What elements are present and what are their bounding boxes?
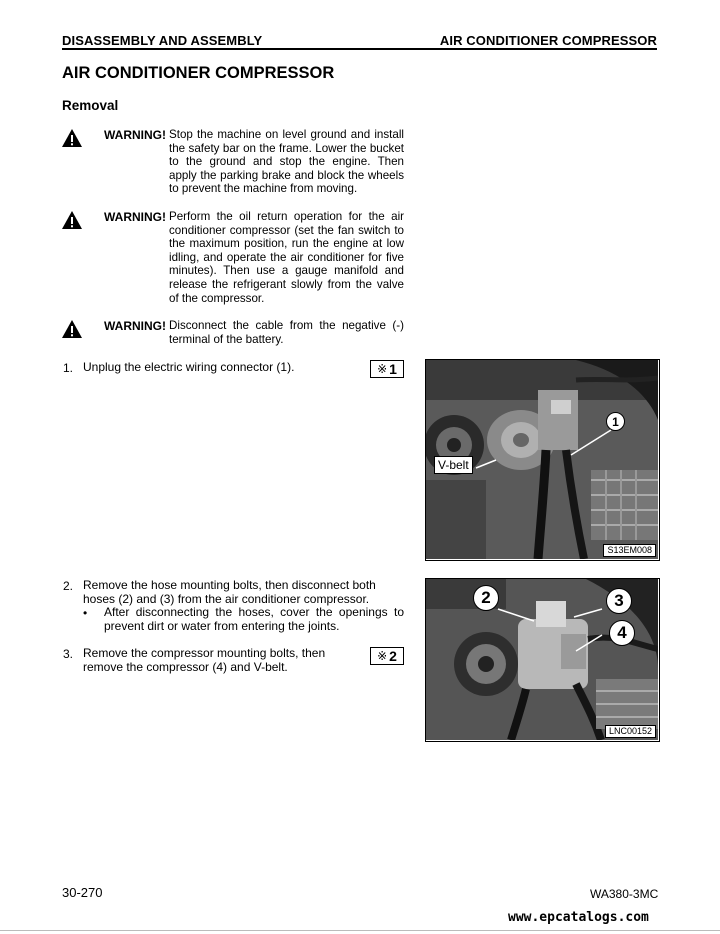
warning-triangle-icon [61, 319, 83, 339]
step-number: 1. [63, 361, 74, 375]
bottom-divider [0, 930, 720, 931]
header-topic-title: AIR CONDITIONER COMPRESSOR [439, 33, 657, 48]
page-number: 30-270 [62, 885, 103, 900]
reference-mark-box [370, 360, 404, 378]
photo-code: S13EM008 [603, 544, 656, 557]
callout-3: 3 [606, 588, 632, 614]
step-number: 3. [63, 647, 74, 661]
reference-mark-box [370, 647, 404, 665]
reference-number: 1 [389, 361, 397, 377]
v-belt-label: V-belt [434, 456, 473, 474]
section-heading: Removal [62, 98, 119, 113]
step-text: Unplug the electric wiring connector (1). [83, 360, 295, 374]
warning-text: Perform the oil return operation for the air conditioner compressor (set the fan switch to the maximum position, run the engine at low idling, and operate the air conditioner for five minutes). Then use a gauge manifold and release the refrigerant slowly from the valve of the compressor. [169, 210, 404, 305]
warning-triangle-icon [61, 210, 83, 230]
warning-label: WARNING! [104, 128, 166, 142]
page-title: AIR CONDITIONER COMPRESSOR [62, 64, 335, 82]
callout-4: 4 [609, 620, 635, 646]
callout-1: 1 [606, 412, 625, 431]
warning-text: Disconnect the cable from the negative (-) terminal of the battery. [169, 319, 404, 346]
warning-label: WARNING! [104, 210, 166, 224]
warning-text: Stop the machine on level ground and install the safety bar on the frame. Lower the bucket to the ground and stop the engine. Then apply the parking brake and block the wheels to prevent the machine from moving. [169, 128, 404, 196]
photo-code: LNC00152 [605, 725, 656, 738]
reference-number: 2 [389, 648, 397, 664]
step-text: Remove the compressor mounting bolts, then remove the compressor (4) and V-belt. [83, 646, 326, 674]
callout-2: 2 [473, 585, 499, 611]
bullet-marker: • [83, 606, 88, 620]
step-subtext: After disconnecting the hoses, cover the openings to prevent dirt or water from entering the joints. [104, 605, 404, 633]
photo-compressor-connector [425, 359, 660, 561]
reference-symbol-icon: ※ [377, 649, 388, 663]
reference-symbol-icon: ※ [377, 362, 388, 376]
warning-triangle-icon [61, 128, 83, 148]
photo-compressor-hoses [425, 578, 660, 742]
model-number: WA380-3MC [590, 887, 659, 901]
step-number: 2. [63, 579, 74, 593]
step-text: Remove the hose mounting bolts, then disconnect both hoses (2) and (3) from the air conditioner compressor. [83, 578, 376, 606]
header-divider [62, 48, 657, 50]
warning-label: WARNING! [104, 319, 166, 333]
header-section-title: DISASSEMBLY AND ASSEMBLY [62, 33, 263, 48]
watermark-link[interactable]: www.epcatalogs.com [508, 910, 649, 925]
